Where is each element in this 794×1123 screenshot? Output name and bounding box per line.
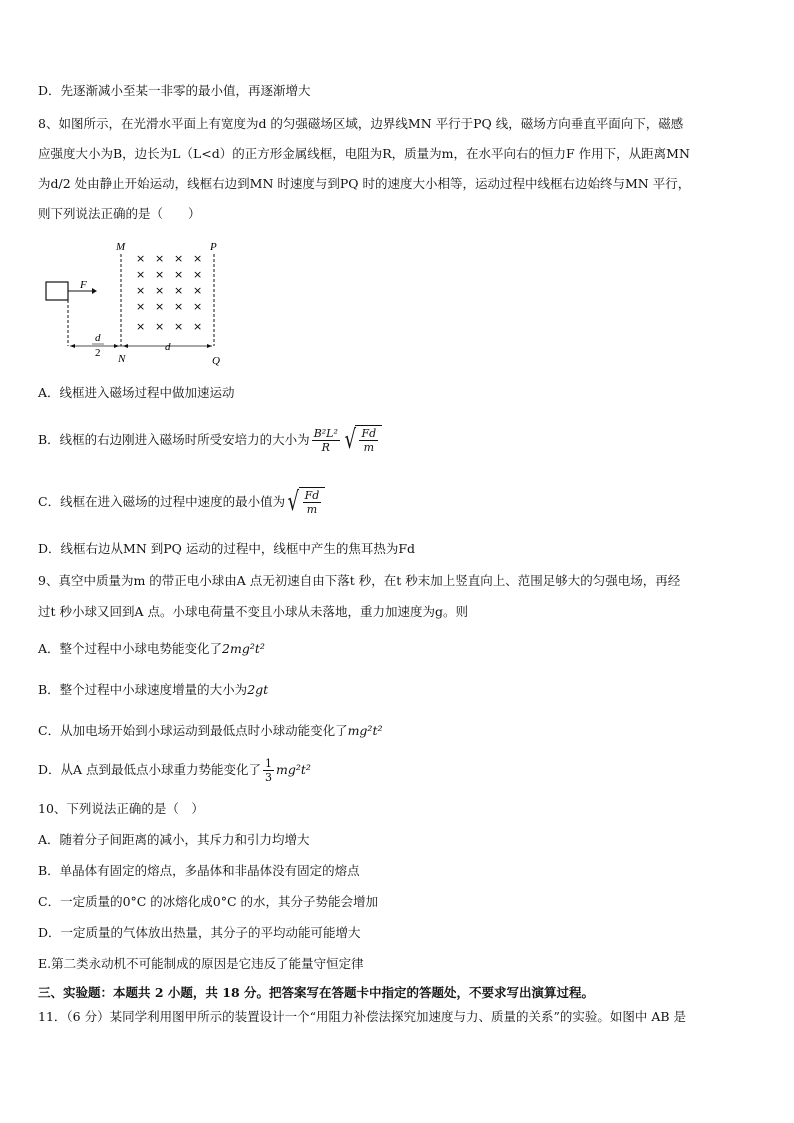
q9-option-a-math: 2mg²t² — [222, 641, 265, 656]
q8-magnetic-field-figure — [40, 238, 240, 368]
frac-denominator: R — [321, 440, 330, 454]
q10-option-a: A．随着分子间距离的减小，其斥力和引力均增大 — [38, 832, 310, 847]
q8-option-b-sqrt: √ $\frac{Fd}{m}$ — [342, 425, 382, 455]
sqrt-numerator: Fd — [361, 427, 377, 440]
q9-option-d-fraction — [263, 757, 274, 784]
figure-label-M: M — [116, 241, 126, 253]
field-cross-2-0: × — [136, 284, 146, 297]
field-cross-3-0: × — [136, 300, 146, 313]
q10-option-c: C．一定质量的0°C 的冰熔化成0°C 的水，其分子势能会增加 — [38, 894, 379, 909]
field-cross-2-3: × — [193, 284, 203, 297]
field-cross-4-3: × — [193, 320, 203, 333]
section-3-heading: 三、实验题：本题共 2 小题，共 18 分。把答案写在答题卡中指定的答题处，不要求写出演算过程。 — [38, 985, 595, 1000]
field-cross-1-1: × — [155, 268, 165, 281]
q9-option-b-math: 2gt — [247, 682, 269, 697]
q10-option-e: E.第二类永动机不可能制成的原因是它违反了能量守恒定律 — [38, 956, 364, 971]
q8-option-b-fraction — [312, 427, 340, 454]
q8-option-a: A．线框进入磁场过程中做加速运动 — [38, 385, 235, 400]
q9-option-d-math: mg²t² — [276, 762, 311, 777]
q10-option-d: D．一定质量的气体放出热量，其分子的平均动能可能增大 — [38, 925, 361, 940]
q9-option-b-text: B．整个过程中小球速度增量的大小为 — [38, 682, 248, 697]
q11-stem: 11．（6 分）某同学利用图甲所示的装置设计一个“用阻力补偿法探究加速度与力、质量的关系”的实验。如图中 AB 是 — [38, 1009, 687, 1024]
frac-numerator: B²L² — [313, 426, 338, 440]
prev-option-d: D．先逐渐减小至某一非零的最小值，再逐渐增大 — [38, 83, 311, 98]
sqrt-denominator: m — [363, 441, 375, 454]
field-cross-1-2: × — [174, 268, 184, 281]
field-cross-4-2: × — [174, 320, 184, 333]
q9-stem-line-1: 9、真空中质量为m 的带正电小球由A 点无初速自由下落t 秒，在t 秒末加上竖直向上、范围足够大的匀强电场，再经 — [38, 573, 681, 588]
field-cross-4-0: × — [136, 320, 146, 333]
q9-option-d-text: D．从A 点到最低点小球重力势能变化了 — [38, 762, 262, 777]
field-cross-3-3: × — [193, 300, 203, 313]
field-cross-1-0: × — [136, 268, 146, 281]
q9-option-d — [38, 752, 764, 788]
frac-numerator: 1 — [265, 756, 273, 770]
square-loop — [46, 282, 68, 300]
q9-option-c-text: C．从加电场开始到小球运动到最低点时小球动能变化了 — [38, 723, 348, 738]
figure-label-d-half-num: d — [95, 332, 101, 344]
field-cross-2-2: × — [174, 284, 184, 297]
figure-label-d-half-den: 2 — [95, 347, 101, 359]
q8-option-c-text: C．线框在进入磁场的过程中速度的最小值为 — [38, 494, 286, 509]
field-cross-2-1: × — [155, 284, 165, 297]
force-arrowhead — [92, 288, 97, 294]
field-cross-3-2: × — [174, 300, 184, 313]
q9-option-a — [38, 640, 764, 658]
figure-label-N: N — [118, 353, 126, 365]
figure-label-d: d — [165, 341, 171, 353]
q10-option-b: B．单晶体有固定的熔点，多晶体和非晶体没有固定的熔点 — [38, 863, 360, 878]
figure-label-Q: Q — [212, 355, 220, 367]
frac-denominator: 3 — [265, 770, 273, 784]
figure-label-F: F — [80, 279, 87, 291]
magnetic-field-crosses — [136, 252, 202, 333]
field-cross-0-3: × — [193, 252, 203, 265]
field-cross-0-0: × — [136, 252, 146, 265]
sqrt-numerator: Fd — [304, 489, 320, 502]
q8-option-b-text: B．线框的右边刚进入磁场时所受安培力的大小为 — [38, 432, 310, 447]
q8-option-c-sqrt: √ $\frac{Fd}{m}$ — [285, 487, 325, 517]
q8-stem-line-4: 则下列说法正确的是（ ） — [38, 206, 201, 221]
q8-stem-line-1: 8、如图所示，在光滑水平面上有宽度为d 的匀强磁场区域，边界线MN 平行于PQ 线，磁场方向垂直平面向下，磁感 — [38, 116, 684, 131]
field-cross-3-1: × — [155, 300, 165, 313]
field-cross-0-1: × — [155, 252, 165, 265]
figure-label-P: P — [210, 241, 217, 253]
q8-stem-line-2: 应强度大小为B，边长为L（L<d）的正方形金属线框，电阻为R，质量为m，在水平向右的恒力F 作用下，从距离MN — [38, 146, 690, 161]
q9-option-a-text: A．整个过程中小球电势能变化了 — [38, 641, 223, 656]
q9-option-c — [38, 722, 764, 740]
field-cross-1-3: × — [193, 268, 203, 281]
field-cross-4-1: × — [155, 320, 165, 333]
q8-option-c — [38, 482, 764, 522]
q8-stem-line-3: 为d/2 处由静止开始运动，线框右边到MN 时速度与到PQ 时的速度大小相等，运动过程中线框右边始终与MN 平行， — [38, 176, 691, 191]
sqrt-denominator: m — [306, 503, 318, 516]
field-cross-0-2: × — [174, 252, 184, 265]
q9-option-b — [38, 681, 764, 699]
q8-option-b — [38, 420, 764, 460]
q10-stem: 10、下列说法正确的是（ ） — [38, 801, 204, 816]
q8-option-d: D．线框右边从MN 到PQ 运动的过程中，线框中产生的焦耳热为Fd — [38, 541, 416, 556]
q9-stem-line-2: 过t 秒小球又回到A 点。小球电荷量不变且小球从未落地，重力加速度为g。则 — [38, 604, 469, 619]
q9-option-c-math: mg²t² — [347, 723, 383, 738]
